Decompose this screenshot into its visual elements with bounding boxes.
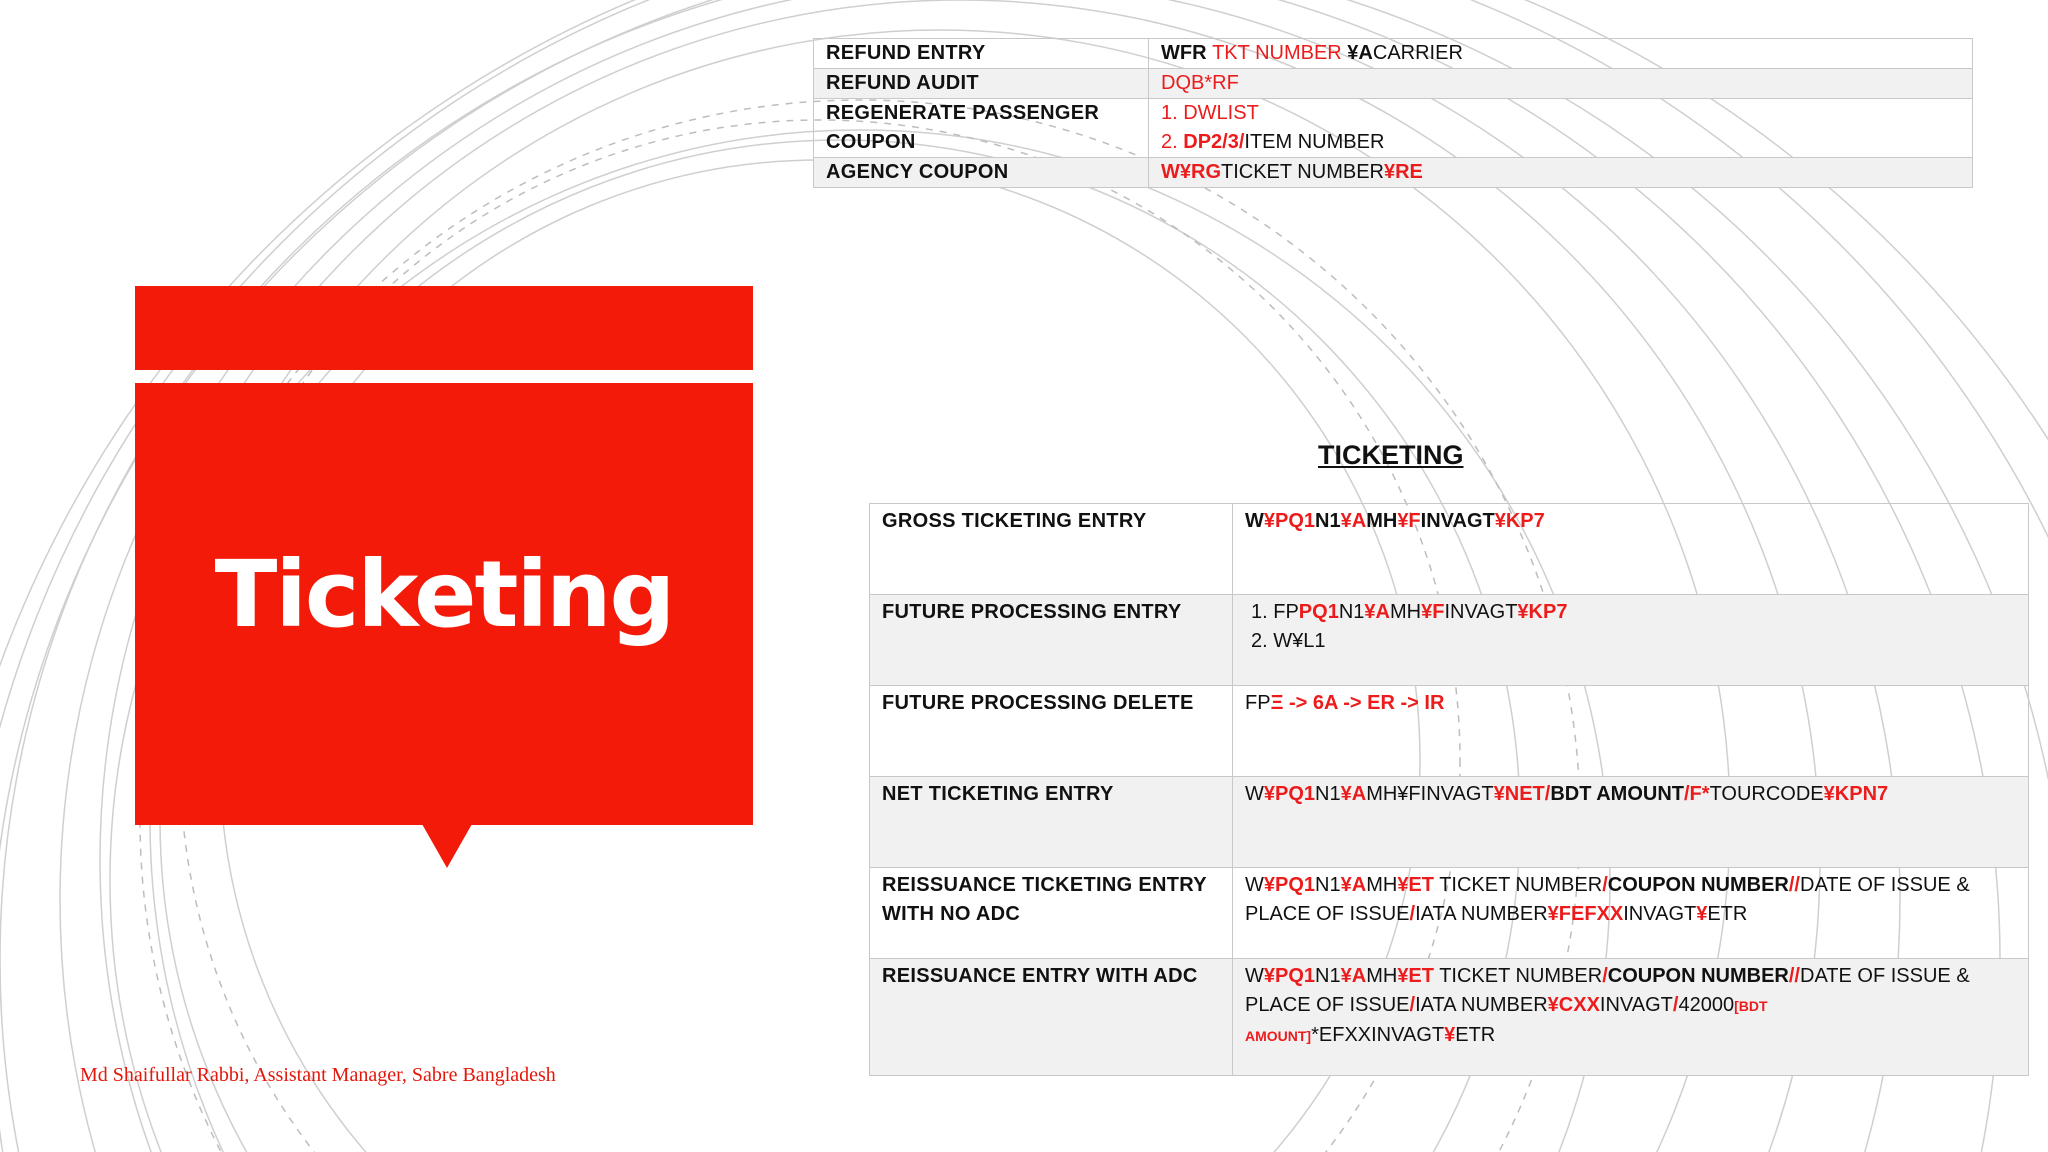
row-label-future: FUTURE PROCESSING ENTRY bbox=[870, 595, 1233, 686]
row-value-refund-entry bbox=[1149, 39, 1973, 69]
cmd-part: 1. FP bbox=[1251, 601, 1299, 623]
table-row bbox=[870, 868, 2029, 959]
cmd-part: BDT AMOUNT bbox=[1550, 783, 1684, 805]
section-title: TICKETING bbox=[1318, 440, 1464, 470]
cmd-part: FP bbox=[1245, 692, 1271, 714]
cmd-part: COUPON NUMBER bbox=[1607, 874, 1789, 896]
row-value-net bbox=[1233, 777, 2029, 868]
cmd-part: ¥PQ1 bbox=[1263, 510, 1316, 532]
slide-title: Ticketing bbox=[214, 541, 674, 648]
author-credit: Md Shaifullar Rabbi, Assistant Manager, Sabre Bangladesh bbox=[80, 1064, 556, 1086]
cmd-part: 2. bbox=[1161, 131, 1184, 153]
cmd-part: ¥A bbox=[1347, 42, 1373, 64]
cmd-part: ¥KP7 bbox=[1517, 601, 1568, 623]
cmd-part: COUPON NUMBER bbox=[1607, 965, 1789, 987]
cmd-part: IATA NUMBER bbox=[1415, 903, 1548, 925]
cmd-part: MH¥FINVAGT bbox=[1366, 783, 1494, 805]
cmd-part: ¥F bbox=[1421, 601, 1445, 623]
table-row bbox=[814, 39, 1973, 69]
cmd-part: ¥ET bbox=[1397, 874, 1434, 896]
cmd-part: DP2/3/ bbox=[1183, 131, 1245, 153]
cmd-part: ¥ET bbox=[1397, 965, 1434, 987]
cmd-part: IATA NUMBER bbox=[1415, 994, 1548, 1016]
row-value-reissue-adc bbox=[1233, 959, 2029, 1076]
cmd-part: TICKET NUMBER bbox=[1434, 874, 1603, 896]
list-item bbox=[1161, 128, 1960, 157]
cmd-part: DATE OF ISSUE & PLACE OF ISSUE bbox=[1245, 874, 1970, 925]
refund-coupon-table bbox=[813, 38, 1973, 188]
cmd-part: W¥RG bbox=[1161, 161, 1221, 183]
cmd-part: / bbox=[1409, 903, 1416, 925]
cmd-part: WFR bbox=[1161, 42, 1213, 64]
cmd-part: ¥FEFXX bbox=[1547, 903, 1624, 925]
cmd-part: W bbox=[1245, 874, 1264, 896]
table-row bbox=[814, 158, 1973, 188]
list-item: 1. DWLIST bbox=[1161, 102, 1259, 124]
row-label-refund-audit: REFUND AUDIT bbox=[814, 69, 1149, 99]
cmd-part: ¥A bbox=[1340, 965, 1367, 987]
cmd-part: MH bbox=[1366, 874, 1398, 896]
cmd-part: /F* bbox=[1684, 783, 1710, 805]
table-row bbox=[870, 504, 2029, 595]
cmd-part: ¥RE bbox=[1383, 161, 1423, 183]
row-value-regenerate bbox=[1149, 99, 1973, 158]
list-item: 2. W¥L1 bbox=[1251, 630, 1326, 652]
cmd-part: N1 bbox=[1315, 874, 1341, 896]
cmd-part: / bbox=[1409, 994, 1416, 1016]
row-value-refund-audit: DQB*RF bbox=[1149, 69, 1973, 99]
cmd-part: W bbox=[1245, 965, 1264, 987]
cmd-part: // bbox=[1788, 965, 1800, 987]
row-label-reissue-adc: REISSUANCE ENTRY WITH ADC bbox=[870, 959, 1233, 1076]
table-row bbox=[870, 595, 2029, 686]
table-row bbox=[870, 777, 2029, 868]
row-label-agency-coupon: AGENCY COUPON bbox=[814, 158, 1149, 188]
cmd-part: ¥ bbox=[1696, 903, 1708, 925]
list-item bbox=[1245, 598, 2016, 627]
cmd-part: MH bbox=[1389, 601, 1422, 623]
cmd-part: W bbox=[1245, 510, 1264, 532]
cmd-part: ¥A bbox=[1340, 510, 1367, 532]
cmd-part: ¥A bbox=[1340, 874, 1367, 896]
table-row bbox=[870, 959, 2029, 1076]
cmd-part: ¥PQ1 bbox=[1263, 783, 1316, 805]
cmd-part: ¥NET/ bbox=[1493, 783, 1551, 805]
cmd-part: N1 bbox=[1315, 965, 1341, 987]
row-value-future-delete bbox=[1233, 686, 2029, 777]
cmd-part: ¥A bbox=[1340, 783, 1367, 805]
cmd-part: / bbox=[1602, 965, 1608, 987]
row-label-net: NET TICKETING ENTRY bbox=[870, 777, 1233, 868]
cmd-part: INVAGT bbox=[1623, 903, 1697, 925]
row-value-future bbox=[1233, 595, 2029, 686]
cmd-part: / bbox=[1602, 874, 1608, 896]
cmd-part: INVAGT bbox=[1420, 510, 1495, 532]
cmd-part: INVAGT bbox=[1599, 994, 1673, 1016]
row-label-regenerate: REGENERATE PASSENGER COUPON bbox=[814, 99, 1149, 158]
cmd-part: Ξ -> 6A -> ER -> IR bbox=[1270, 692, 1445, 714]
title-accent-bar bbox=[135, 286, 753, 370]
cmd-part: TICKET NUMBER bbox=[1221, 161, 1384, 183]
cmd-part: ¥KP7 bbox=[1494, 510, 1545, 532]
cmd-part: CARRIER bbox=[1372, 42, 1463, 64]
cmd-part: DATE OF ISSUE & PLACE OF ISSUE bbox=[1245, 965, 1970, 1016]
cmd-part: PQ1 bbox=[1298, 601, 1339, 623]
row-label-gross: GROSS TICKETING ENTRY bbox=[870, 504, 1233, 595]
row-label-future-delete: FUTURE PROCESSING DELETE bbox=[870, 686, 1233, 777]
table-row bbox=[814, 99, 1973, 158]
cmd-part: MH bbox=[1366, 510, 1398, 532]
table-row bbox=[814, 69, 1973, 99]
cmd-part: TKT NUMBER bbox=[1212, 42, 1348, 64]
cmd-part: ETR bbox=[1707, 903, 1748, 925]
table-row bbox=[870, 686, 2029, 777]
cmd-part: TOURCODE bbox=[1709, 783, 1824, 805]
row-value-agency-coupon bbox=[1149, 158, 1973, 188]
cmd-part: ¥CXX bbox=[1547, 994, 1600, 1016]
ticketing-table bbox=[869, 503, 2029, 1076]
cmd-part: ¥PQ1 bbox=[1263, 874, 1316, 896]
cmd-part: / bbox=[1672, 994, 1679, 1016]
cmd-part: ¥KPN7 bbox=[1823, 783, 1889, 805]
cmd-part: ¥PQ1 bbox=[1263, 965, 1316, 987]
cmd-part: TICKET NUMBER bbox=[1434, 965, 1603, 987]
cmd-part: W bbox=[1245, 783, 1264, 805]
cmd-part: *EFXXINVAGT bbox=[1311, 1024, 1445, 1046]
cmd-part: MH bbox=[1366, 965, 1398, 987]
row-label-refund-entry: REFUND ENTRY bbox=[814, 39, 1149, 69]
title-callout-pointer bbox=[422, 824, 472, 868]
cmd-part: ¥ bbox=[1444, 1024, 1456, 1046]
cmd-part: ¥F bbox=[1397, 510, 1421, 532]
cmd-part: INVAGT bbox=[1444, 601, 1518, 623]
cmd-part: [BDT AMOUNT] bbox=[1245, 998, 1768, 1044]
cmd-part: N1 bbox=[1315, 510, 1341, 532]
row-label-reissue-no-adc: REISSUANCE TICKETING ENTRY WITH NO ADC bbox=[870, 868, 1233, 959]
cmd-part: N1 bbox=[1315, 783, 1341, 805]
cmd-part: 42000 bbox=[1678, 994, 1735, 1016]
cmd-part: ¥A bbox=[1364, 601, 1390, 623]
cmd-part: ITEM NUMBER bbox=[1244, 131, 1385, 153]
row-value-reissue-no-adc bbox=[1233, 868, 2029, 959]
cmd-part: ETR bbox=[1455, 1024, 1496, 1046]
row-value-gross bbox=[1233, 504, 2029, 595]
cmd-part: // bbox=[1788, 874, 1800, 896]
cmd-part: N1 bbox=[1338, 601, 1365, 623]
